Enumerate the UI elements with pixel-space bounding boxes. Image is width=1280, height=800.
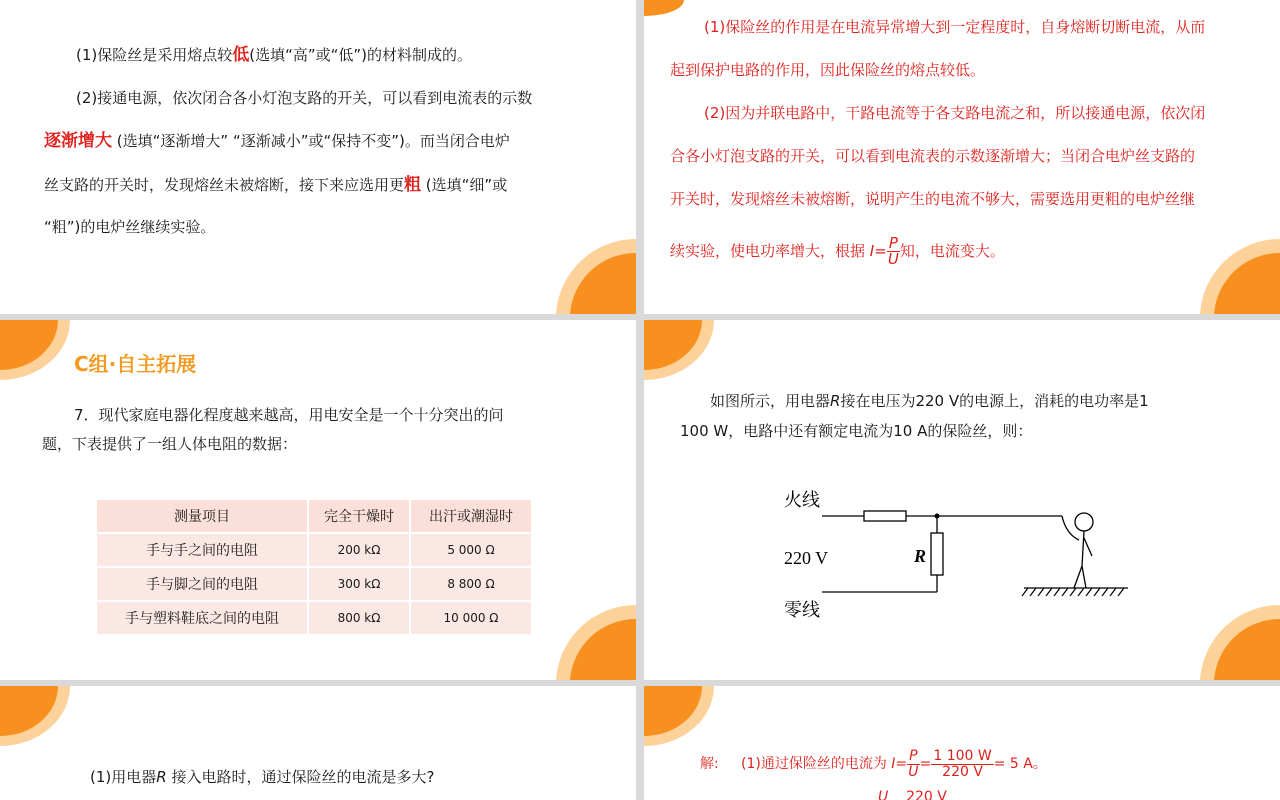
neutral-wire-label: 零线 (784, 600, 820, 620)
table-cell: 手与手之间的电阻 (97, 534, 307, 566)
q2-line1: (2)接通电源，依次闭合各小灯泡支路的开关，可以看到电流表的示数 (76, 89, 533, 107)
q1-text: (1)保险丝是采用熔点较低(选填“高”或“低”)的材料制成的。 (76, 45, 473, 65)
question-1-text: (1)用电器R 接入电路时，通过保险丝的电流是多大? (90, 768, 435, 786)
explain-line1: (1)保险丝的作用是在电流异常增大到一定程度时，自身熔断切断电流，从而 (704, 18, 1206, 36)
q7-line2: 题，下表提供了一组人体电阻的数据： (42, 435, 298, 453)
explain-line5: 开关时，发现熔丝未被熔断，说明产生的电流不够大，需要选用更粗的电炉丝继 (670, 190, 1196, 208)
solution-label: 解: (700, 756, 719, 772)
slide-question-answers (0, 0, 636, 314)
orange-corner-decoration (1200, 605, 1280, 680)
table-cell: 800 kΩ (309, 602, 409, 634)
power-over-voltage-fraction: $\frac{P}{U}$ (908, 747, 919, 780)
orange-corner-decoration (644, 320, 714, 380)
numeric-fraction: $\frac{1 100 W}{220 V}$ (933, 747, 992, 780)
orange-corner-decoration (0, 686, 70, 746)
live-wire-label: 火线 (784, 490, 820, 510)
table-header: 完全干燥时 (309, 500, 409, 532)
table-cell: 300 kΩ (309, 568, 409, 600)
table-header: 出汗或潮湿时 (411, 500, 531, 532)
voltage-label: 220 V (784, 548, 829, 568)
q1-answer: 低 (232, 45, 250, 65)
person-figure (1062, 513, 1093, 588)
table-row (97, 602, 531, 634)
resistor-symbol (931, 533, 943, 575)
resistor-label: R (914, 546, 927, 566)
orange-corner-decoration (644, 0, 684, 16)
table-cell: 8 800 Ω (411, 568, 531, 600)
slide-question-1 (0, 686, 636, 800)
table-cell: 手与塑料鞋底之间的电阻 (97, 602, 307, 634)
orange-corner-decoration (556, 605, 636, 680)
orange-corner-decoration (556, 239, 636, 314)
table-row (97, 568, 531, 600)
explain-line2: 起到保护电路的作用，因此保险丝的熔点较低。 (670, 61, 986, 79)
table-row (97, 534, 531, 566)
problem-line2: 100 W，电路中还有额定电流为10 A的保险丝，则： (680, 422, 1033, 440)
slide-circuit-problem (644, 320, 1280, 680)
table-cell: 10 000 Ω (411, 602, 531, 634)
formula-fraction: $\frac{P}{U}$ (887, 234, 899, 268)
slide-explanation (644, 0, 1280, 314)
q2-line4: “粗”)的电炉丝继续实验。 (44, 218, 216, 236)
q2-line2: 逐渐增大 (选填“逐渐增大” “逐渐减小”或“保持不变”)。而当闭合电炉 (44, 131, 510, 151)
q7-line1: 7．现代家庭电器化程度越来越高，用电安全是一个十分突出的问 (74, 406, 504, 424)
table-cell: 手与脚之间的电阻 (97, 568, 307, 600)
ground-symbol (1022, 588, 1128, 596)
orange-corner-decoration (0, 320, 70, 380)
slide-group-c (0, 320, 636, 680)
circuit-diagram (774, 480, 1134, 630)
table-header-row (97, 500, 531, 532)
solution-line2-partial: U 220 V (878, 789, 947, 800)
orange-corner-decoration (1200, 239, 1280, 314)
body-resistance-table (95, 498, 533, 636)
section-title: C组·自主拓展 (74, 352, 197, 376)
problem-line1: 如图所示，用电器R接在电压为220 V的电源上，消耗的电功率是1 (710, 392, 1149, 410)
q2-answer1: 逐渐增大 (44, 131, 112, 151)
table-cell: 200 kΩ (309, 534, 409, 566)
explain-line6: 续实验，使电功率增大，根据 I= $\frac{P}{U}$ 知，电流变大。 (670, 234, 1005, 268)
explain-line3: (2)因为并联电路中，干路电流等于各支路电流之和，所以接通电源，依次闭 (704, 104, 1206, 122)
explain-line4: 合各小灯泡支路的开关，可以看到电流表的示数逐渐增大；当闭合电炉丝支路的 (670, 147, 1196, 165)
q2-line3: 丝支路的开关时，发现熔丝未被熔断，接下来应选用更粗 (选填“细”或 (44, 175, 508, 195)
table-header: 测量项目 (97, 500, 307, 532)
q2-answer2: 粗 (404, 175, 422, 195)
solution-line1: 解: (1)通过保险丝的电流为 I= $\frac{P}{U}$ = $\frac{1 100 W}{220 V}$ = 5 A。 (700, 747, 1047, 780)
slide-solution (644, 686, 1280, 800)
fuse-symbol (864, 511, 906, 521)
table-cell: 5 000 Ω (411, 534, 531, 566)
